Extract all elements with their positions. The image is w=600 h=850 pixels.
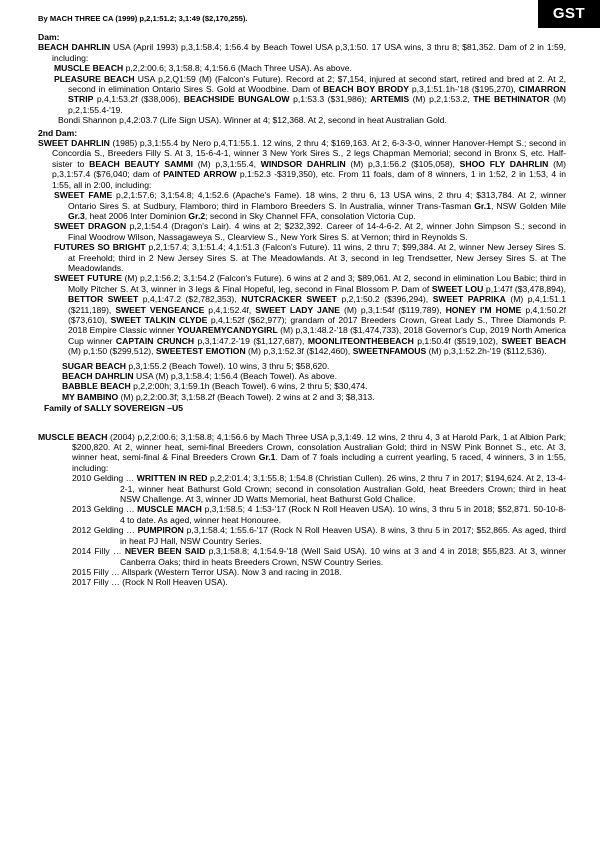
- entry-text: p,4,1:52f ($62,977); grandam of 2017 Breeders Crown, Great Lady S., Three Diamonds P. 2018 Empire Classic winner: [68, 314, 566, 336]
- horse-name: PLEASURE BEACH: [54, 73, 135, 84]
- entry-text: (M) p,1:50 ($299,512),: [68, 346, 156, 357]
- horse-name: NEVER BEEN SAID: [124, 546, 206, 557]
- entry-text: (M) p,3,1:57.4 ($76,040; dam of: [52, 158, 567, 180]
- horse-name: SWEET DAHRLIN: [38, 138, 110, 149]
- entry-text: p,4,1:47.2 ($2,782,353),: [138, 294, 242, 305]
- foal-text: p,2,2:00h; 3,1:59.1h (Beach Towel). 6 wins, 2 thru 5; $30,474.: [130, 381, 368, 392]
- horse-name: WRITTEN IN RED: [136, 473, 208, 484]
- entry-text: 2013 Gelding …: [72, 504, 138, 515]
- second-dam-foal-entry: [62, 381, 566, 391]
- dam-section-label: Dam:: [38, 32, 60, 42]
- entry-text: p,4,1:50.2f ($73,610),: [68, 304, 566, 325]
- entry-text: (M) p,3,1:54f ($119,789),: [339, 304, 446, 315]
- entry-text: (M) p,3,1:52.2h-'19 ($112,536).: [426, 346, 547, 357]
- entry-text: p,4,1:53.2f ($38,006),: [93, 94, 184, 105]
- foal-text: (M) p,2,2:00.3f; 3,1:58.2f (Beach Towel). 2 wins at 2 and 3; $8,313.: [118, 391, 375, 402]
- entry-text: (M) p,4,1:51.1 ($211,189),: [68, 294, 566, 315]
- entry-text: (M) p,2,1:55.4-'19.: [68, 94, 567, 115]
- entry-text: p,1:47f ($3,478,894),: [483, 283, 566, 294]
- horse-name: FUTURES SO BRIGHT: [54, 242, 146, 253]
- offspring-entry: [72, 504, 566, 525]
- entry-text: p,1:53.3 ($31,986);: [289, 94, 371, 105]
- dam-entry: [38, 42, 566, 63]
- entry-text: 2017 Filly … (Rock N Roll Heaven USA).: [72, 577, 228, 588]
- entry-text: , NSW Golden Mile: [490, 200, 566, 211]
- entry-text: (M) p,3,1:55.4,: [193, 158, 261, 169]
- horse-name: SWEET TALKIN CLYDE: [110, 314, 208, 325]
- entry-text: p,3,1:58.8; 4,1:54.9-'18 (Well Said USA). 10 wins at 3 and 4 in 2018; $55,823. At 3, winner Canberra Oaks; third in heats Breeders Crown, NSW Country Series.: [120, 546, 566, 567]
- horse-name: SWEETNFAMOUS: [352, 346, 427, 357]
- horse-name: MUSCLE BEACH: [38, 431, 108, 442]
- horse-name: Gr.1: [474, 200, 491, 211]
- entry-text: 2010 Gelding …: [72, 473, 137, 484]
- foal-name: SUGAR BEACH: [62, 360, 126, 371]
- horse-name: Gr.2: [188, 210, 206, 221]
- entry-text: (2004) p,2,2:00.6; 3,1:58.8; 4,1:56.6 by Mach Three USA p,3,1:49. 12 wins, 2 thru 4, 3 at Harold Park, 1 at Albion Park; $200,820. At 2, winner heat, semi-final Breeders Crown, consolation Australian Gold; third in NSW Pink Bonnet S., etc. At 3, winner heat, semi-final & Final Breeders Crown: [72, 431, 566, 463]
- entry-text: p,2,1:54.4 (Dragon's Lair). 4 wins at 2; $232,392. Career of 14-4-6-2. At 2, winner John Simpson S.; second in Final Woodrow Wilson, Nassagaweya S., Clearview S., New York Sires S. at Vernon; third in Reynolds S.: [68, 221, 567, 242]
- horse-name: PUMPIRON: [137, 525, 184, 536]
- entry-text: 2014 Filly …: [72, 546, 125, 557]
- entry-text: p,3,1:58.4; 1:55.6-'17 (Rock N Roll Heaven USA). 8 wins, 3 thru 5 in 2017; $52,865. As aged, third in heat PJ Hall, NSW Country Series.: [120, 525, 567, 546]
- dam-foal-entry: [44, 74, 566, 116]
- entry-text: (1985) p,3,1:55.4 by Nero p,4,T1:55.1. 12 wins, 2 thru 4; $169,163. At 2, 6-3-3-0, winner Hanover-Hempt S.; second in Concordia S., Breeders Filly S. At 3, 15-6-4-1, winner 3 New York Sires S., 2 legs Chapman Memorial; second in Bronx S, etc. Half-sister to: [52, 138, 566, 169]
- sire-heading: By MACH THREE CA (1999) p,2,1:51.2; 3,1:49 ($2,170,255).: [38, 14, 248, 23]
- horse-name: ARTEMIS: [370, 94, 410, 105]
- horse-name: SWEET DRAGON: [54, 221, 127, 232]
- horse-name: HONEY I'M HOME: [445, 304, 522, 315]
- horse-name: SHOO FLY DAHRLIN: [459, 158, 549, 169]
- dam-name: BEACH DAHRLIN: [38, 42, 111, 53]
- foal-text: p,2,2:00.6; 3,1:58.8; 4,1:56.6 (Mach Three USA). As above.: [123, 63, 352, 74]
- entry-text: (M) p,2,1:53.2,: [409, 94, 474, 105]
- entry-text: p,3,1:47.2-'19 ($1,127,687),: [194, 335, 308, 346]
- horse-name: SWEET LOU: [431, 283, 484, 294]
- horse-name: NUTCRACKER SWEET: [241, 294, 337, 305]
- horse-name: SWEET VENGEANCE: [115, 304, 205, 315]
- entry-text: (M) p,2,1:56.2; 3,1:54.2 (Falcon's Future). 6 wins at 2 and 3; $89,061. At 2, second in elimination Lou Babic; third in Molly Pitcher S. At 3, winner in 3 legs & Final Hopeful, leg, second in Final Blossom P. Dam of: [68, 273, 566, 294]
- foal-text: p,3,1:55.2 (Beach Towel). 10 wins, 3 thru 5; $58,620.: [125, 360, 330, 371]
- pedigree-content: [38, 30, 566, 588]
- foal-name: BABBLE BEACH: [62, 381, 131, 392]
- entry-text: (M) p,3,1:52.3f ($142,460),: [245, 346, 353, 357]
- second-dam-entry: [38, 138, 566, 190]
- dam-foal-entry: [44, 63, 566, 73]
- entry-text: p,4,1:52.4f,: [204, 304, 256, 315]
- horse-name: PAINTED ARROW: [163, 169, 237, 180]
- foal-name: MUSCLE BEACH: [54, 63, 124, 74]
- horse-name: BEACH BOY BRODY: [323, 84, 409, 95]
- entry-text: p,2,1:57.4; 3,1:51.4; 4,1:51.3 (Falcon's Future). 11 wins, 2 thru 7; $99,384. At 2, winner New Jersey Sires S. at Freehold; third in 2 New Jersey Sires S. at The Meadowlands. At 3, second in leg Trendsetter, New Jersey Sires S. at The Meadowlands.: [68, 242, 566, 273]
- foal-name: MY BAMBINO: [62, 391, 119, 402]
- entry-text: ; second in Sky Channel FFA, consolation Victoria Cup.: [205, 210, 416, 221]
- second-dam-foal-entry: [62, 371, 566, 381]
- horse-name: BEACHSIDE BUNGALOW: [183, 94, 290, 105]
- foal-text: USA (M) p,3,1:58.4; 1:56.4 (Beach Towel). As above.: [133, 371, 337, 381]
- dam-text: USA (April 1993) p,3,1:58.4; 1:56.4 by Beach Towel USA p,3,1:50. 17 USA wins, 3 thru 8; $81,352. Dam of 2 in 1:59, including:: [52, 42, 566, 63]
- entry-text: . Dam of 7 foals including a current yearling, 5 raced, 4 winners, 3 in 1:55, including:: [72, 452, 566, 473]
- horse-name: SWEET FUTURE: [54, 273, 122, 284]
- offspring-entry: [72, 577, 566, 587]
- horse-name: SWEET FAME: [54, 190, 113, 201]
- horse-name: MUSCLE MACH: [137, 504, 202, 515]
- second-dam-foal-entry: [44, 190, 566, 221]
- entry-text: p,3,1:51.1h-'18 ($195,270),: [408, 84, 519, 95]
- entry-text: p,2,2:01.4; 3,1:55.8; 1:54.8 (Christian Cullen). 26 wins, 2 thru 7 in 2017; $194,624. At 2, 13-4-2-1, winner heat Bathurst Gold Crown; second in consolation Australian Gold, heat Breeders Crown; third in heat NSW Challenge. At 3, winner JD Watts Memorial, heat Bathurst Gold Chalice.: [120, 473, 566, 505]
- horse-name: SWEET BEACH: [501, 335, 566, 346]
- horse-name: BETTOR SWEET: [68, 294, 139, 305]
- dam-foal-entry: Bondi Shannon p,4,2:03.7 (Life Sign USA). Winner at 4; $12,368. At 2, second in heat Australian Gold.: [58, 115, 447, 126]
- entry-text: (M) p,3,1:48.2-'18 ($1,474,733), 2018 Governor's Cup, 2019 North America Cup winner: [68, 325, 566, 346]
- horse-name: BEACH BEAUTY SAMMI: [89, 158, 194, 169]
- entry-text: p,2,1:50.2 ($396,294),: [336, 294, 433, 305]
- second-dam-foal-entry: [44, 273, 566, 356]
- entry-text: , heat 2006 Inter Dominion: [84, 210, 189, 221]
- horse-name: Gr.3: [68, 210, 85, 221]
- entry-text: 2012 Gelding …: [72, 525, 138, 536]
- horse-name: SWEETEST EMOTION: [155, 346, 246, 357]
- second-dam-foal-entry: [62, 361, 566, 371]
- horse-name: CIMARRON STRIP: [68, 84, 567, 105]
- entry-text: 2015 Filly … Allspark (Western Terror USA). Now 3 and racing in 2018.: [72, 566, 342, 577]
- second-dam-foal-entry: [62, 392, 566, 402]
- family-label: Family of SALLY SOVEREIGN –U5: [44, 403, 183, 414]
- progeny-entry: [38, 432, 566, 474]
- horse-name: YOUAREMYCANDYGIRL: [177, 325, 278, 336]
- horse-name: SWEET PAPRIKA: [432, 294, 506, 305]
- foal-name: BEACH DAHRLIN: [62, 371, 134, 381]
- entry-text: p,1:50.4f ($519,102),: [413, 335, 502, 346]
- second-dam-foal-entry: [44, 221, 566, 242]
- horse-name: THE BETHINATOR: [473, 94, 550, 105]
- offspring-entry: [72, 525, 566, 546]
- horse-name: Gr.1: [258, 452, 276, 463]
- entry-text: p,1:52.3 -$319,350), etc. From 11 foals, dam of 8 winners, 1 in 1:52, 2 in 1:53, 4 in 1:55, all in 2:00, including:: [52, 169, 566, 190]
- gst-badge: GST: [538, 0, 600, 28]
- horse-name: MOONLITEONTHEBEACH: [307, 335, 414, 346]
- entry-text: p,3,1:58.5; 4 1:53-'17 (Rock N Roll Heaven USA). 10 wins, 3 thru 5 in 2018; $52,871. 50-10-8-4 to date. As aged, winner heat Honouree.: [120, 504, 566, 525]
- entry-text: (M) p,3,1:56.2 ($105,058),: [345, 158, 460, 169]
- horse-name: SWEET LADY JANE: [255, 304, 340, 315]
- horse-name: WINDSOR DAHRLIN: [260, 158, 346, 169]
- entry-text: p,2,1:57.6; 3,1:54.8; 4,1:52.6 (Apache's Fame). 18 wins, 2 thru 6, 13 USA wins, 2 thru 4; $313,784. At 2, winner Ontario Sires S. at Sudbury, Flamboro; third in Flamboro Breeders S. In Australia, winner Trans-Tasman: [68, 190, 566, 211]
- offspring-entry: [72, 546, 566, 567]
- offspring-entry: [72, 473, 566, 504]
- second-dam-foal-entry: [44, 242, 566, 273]
- second-dam-section-label: 2nd Dam:: [38, 127, 78, 138]
- offspring-entry: [72, 567, 566, 577]
- horse-name: CAPTAIN CRUNCH: [115, 335, 195, 346]
- entry-text: USA p,2,Q1:59 (M) (Falcon's Future). Record at 2; $7,154, injured at second start, retired and bred at 2. At 2, second in elimination Ontario Sires S. Gold at Woodbine. Dam of: [68, 73, 566, 95]
